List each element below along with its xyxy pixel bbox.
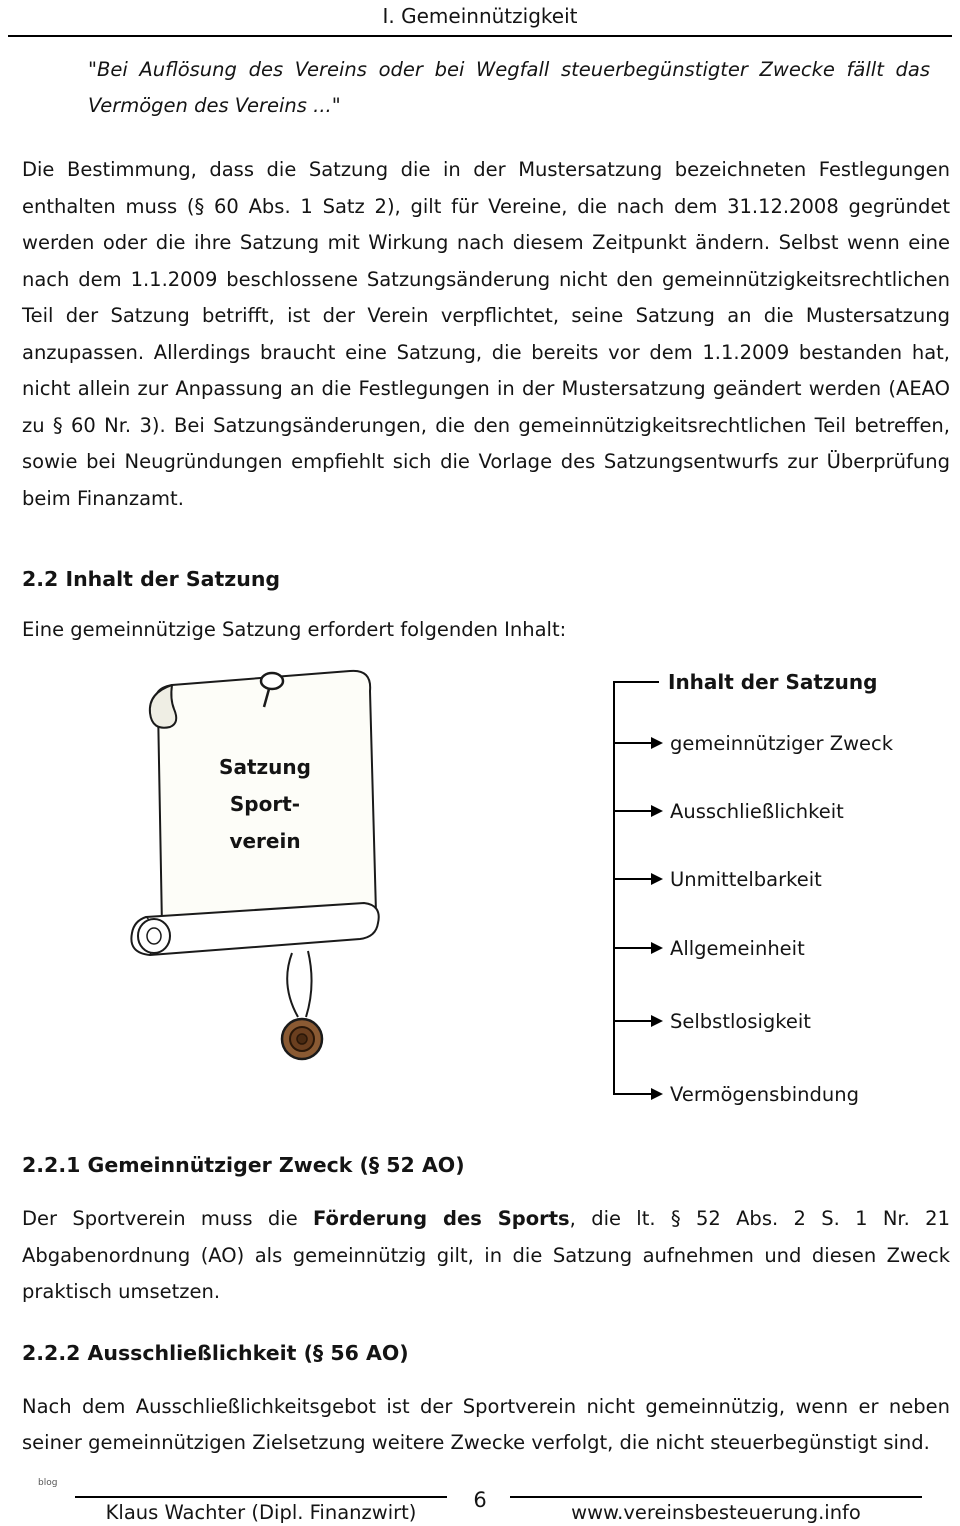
tree-title: Inhalt der Satzung [668,670,878,694]
tree-item-allgemeinheit: Allgemeinheit [613,935,805,961]
watermark: blog [38,1478,58,1488]
heading-2-2: 2.2 Inhalt der Satzung [22,567,281,591]
intro-satzung-inhalt: Eine gemeinnützige Satzung erfordert folgenden Inhalt: [22,618,567,641]
tree-item-selbstlosigkeit: Selbstlosigkeit [613,1008,811,1034]
paragraph-gemeinnuetziger-zweck [22,1201,950,1311]
scroll-label-line2: Sport- [229,792,301,816]
arrow-right-icon [651,873,663,885]
paragraph-ausschliesslichkeit: Nach dem Ausschließlichkeitsgebot ist der Sportverein nicht gemeinnützig, wenn er neben seiner gemeinnützigen Zielsetzung weitere Zwecke verfolgt, die nicht steuerbegünstigt sind. [22,1394,950,1454]
footer-website: www.vereinsbesteuerung.info [510,1496,922,1526]
heading-2-2-1: 2.2.1 Gemeinnütziger Zweck (§ 52 AO) [22,1153,465,1177]
tree-item-ausschliesslichkeit: Ausschließlichkeit [613,798,844,824]
intro-quote: "Bei Auflösung des Vereins oder bei Wegfall steuerbegünstigter Zwecke fällt das Vermögen des Vereins ..." [88,58,930,117]
para-suffix: , die lt. § 52 Abs. 2 S. 1 Nr. 21 Abgabenordnung (AO) als gemeinnützig gilt, in die Satzung aufnehmen und diesen Zweck praktisch umsetzen. [22,1207,950,1303]
arrow-right-icon [651,942,663,954]
page-number: 6 [473,1488,487,1512]
tree-connector [613,742,651,744]
scroll-label-line1: Satzung [219,755,311,779]
paragraph-mustersatzung: Die Bestimmung, dass die Satzung die in der Mustersatzung bezeichneten Festlegungen enthalten muss (§ 60 Abs. 1 Satz 2), gilt für Vereine, die nach dem 31.12.2008 gegründet werden oder die ihre Satzung mit Wirkung nach diesem Zeitpunkt ändern. Selbst wenn eine nach dem 1.1.2009 beschlossene Satzungsänderung nicht den gemeinnützigkeitsrechtlichen Teil der Satzung betrifft, ist der Verein verpflichtet, seine Satzung an die Mustersatzung anzupassen. Allerdings braucht eine Satzung, die bereits vor dem 1.1.2009 bestanden hat, nicht allein zur Anpassung an die Festlegungen in der Mustersatzung geändert werden (AEAO zu § 60 Nr. 3). Bei Satzungsänderungen, die den gemeinnützigkeitsrechtlichen Teil betreffen, sowie bei Neugründungen empfiehlt sich die Vorlage des Satzungsentwurfs zur Überprüfung beim Finanzamt. [22,158,950,510]
page-header-title: I. Gemeinnützigkeit [8,0,952,37]
arrow-right-icon [651,1015,663,1027]
footer-author: Klaus Wachter (Dipl. Finanzwirt) [75,1496,447,1526]
para-bold-foerderung-des-sports: Förderung des Sports [313,1207,570,1230]
tree-title-row [613,669,877,695]
tree-item-unmittelbarkeit: Unmittelbarkeit [613,866,822,892]
tree-connector [613,878,651,880]
scroll-icon [120,665,390,1085]
satzung-content-tree [613,669,948,1121]
arrow-right-icon [651,1088,663,1100]
satzung-diagram [0,657,960,1125]
tree-connector [613,1093,651,1095]
tree-item-gemeinnuetziger-zweck: gemeinnütziger Zweck [613,730,893,756]
tree-connector [613,810,651,812]
scroll-label [145,749,385,860]
tree-connector [613,947,651,949]
scroll-label-line3: verein [229,829,301,853]
footer-row [0,1496,960,1526]
arrow-right-icon [651,737,663,749]
heading-2-2-2: 2.2.2 Ausschließlichkeit (§ 56 AO) [22,1340,409,1365]
scroll-illustration [120,665,390,1085]
page-footer [0,1462,960,1526]
tree-item-vermoegensbindung: Vermögensbindung [613,1081,859,1107]
tree-connector [613,681,659,683]
para-prefix: Der Sportverein muss die [22,1207,314,1230]
tree-connector [613,1020,651,1022]
arrow-right-icon [651,805,663,817]
